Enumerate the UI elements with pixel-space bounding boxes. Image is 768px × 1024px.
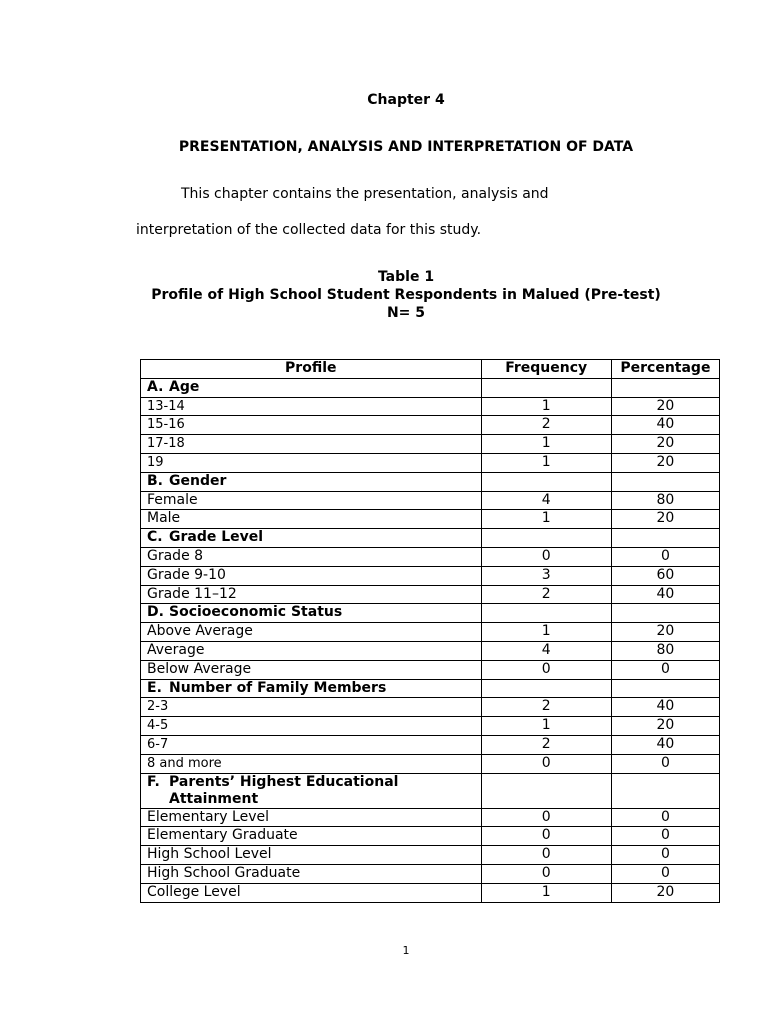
table-row [141, 660, 720, 679]
table-row [141, 641, 720, 660]
row-label: Elementary Level [141, 808, 482, 827]
section-name: Grade Level [169, 529, 264, 546]
section-heading [141, 773, 482, 808]
row-percentage: 20 [611, 510, 719, 529]
chapter-heading: Chapter 4 [367, 92, 445, 108]
table-row [141, 864, 720, 883]
table-sample-size: N= 5 [386, 305, 426, 321]
row-frequency: 1 [481, 435, 611, 454]
table-row [141, 623, 720, 642]
section-letter: A. [147, 378, 164, 395]
row-percentage: 40 [611, 585, 719, 604]
row-percentage: 40 [611, 698, 719, 717]
table-row [141, 717, 720, 736]
row-percentage: 20 [611, 623, 719, 642]
section-letter: F. [147, 773, 160, 790]
intro-line-1: This chapter contains the presentation, analysis and [181, 186, 549, 202]
row-percentage: 0 [611, 660, 719, 679]
table-row [141, 698, 720, 717]
profile-table [140, 359, 720, 903]
row-label: Male [141, 510, 482, 529]
table-label: Table 1 [377, 269, 435, 285]
row-percentage: 0 [611, 547, 719, 566]
row-frequency: 0 [481, 808, 611, 827]
table-body [141, 378, 720, 902]
row-frequency: 2 [481, 698, 611, 717]
header-frequency: Frequency [481, 360, 611, 379]
section-name: Socioeconomic Status [169, 604, 343, 621]
table-row [141, 416, 720, 435]
row-frequency: 0 [481, 864, 611, 883]
row-percentage: 60 [611, 566, 719, 585]
empty-cell [611, 679, 719, 698]
row-label: 17-18 [141, 435, 482, 454]
row-frequency: 4 [481, 491, 611, 510]
section-letter: E. [147, 679, 162, 696]
row-percentage: 40 [611, 735, 719, 754]
row-label: Grade 8 [141, 547, 482, 566]
section-heading [141, 472, 482, 491]
row-percentage: 80 [611, 641, 719, 660]
section-row [141, 472, 720, 491]
row-frequency: 2 [481, 416, 611, 435]
section-row [141, 679, 720, 698]
empty-cell [481, 529, 611, 548]
header-percentage: Percentage [611, 360, 719, 379]
row-label: Grade 11–12 [141, 585, 482, 604]
row-frequency: 1 [481, 623, 611, 642]
intro-line-2: interpretation of the collected data for this study. [136, 222, 482, 238]
row-percentage: 0 [611, 808, 719, 827]
row-frequency: 1 [481, 510, 611, 529]
row-frequency: 2 [481, 585, 611, 604]
section-letter: C. [147, 529, 163, 546]
row-frequency: 2 [481, 735, 611, 754]
row-percentage: 20 [611, 435, 719, 454]
empty-cell [611, 472, 719, 491]
row-frequency: 1 [481, 397, 611, 416]
table-row [141, 453, 720, 472]
row-percentage: 20 [611, 453, 719, 472]
table-row [141, 547, 720, 566]
row-label: High School Graduate [141, 864, 482, 883]
row-percentage: 0 [611, 846, 719, 865]
table-title: Profile of High School Student Respondents in Malued (Pre-test) [151, 287, 661, 303]
row-frequency: 0 [481, 547, 611, 566]
row-label: Average [141, 641, 482, 660]
empty-cell [481, 378, 611, 397]
section-name: Number of Family Members [169, 679, 387, 696]
row-label: 2-3 [141, 698, 482, 717]
row-percentage: 20 [611, 717, 719, 736]
empty-cell [481, 773, 611, 808]
table-row [141, 846, 720, 865]
table-row [141, 808, 720, 827]
section-letter: B. [147, 472, 163, 489]
row-label: Grade 9-10 [141, 566, 482, 585]
row-frequency: 1 [481, 453, 611, 472]
row-frequency: 4 [481, 641, 611, 660]
row-frequency: 1 [481, 883, 611, 902]
empty-cell [481, 472, 611, 491]
row-percentage: 0 [611, 754, 719, 773]
table-row [141, 735, 720, 754]
section-heading [141, 529, 482, 548]
row-percentage: 20 [611, 883, 719, 902]
section-name: Parents’ Highest Educational Attainment [169, 773, 399, 807]
empty-cell [611, 604, 719, 623]
section-row [141, 773, 720, 808]
row-label: 15-16 [141, 416, 482, 435]
table-header-row [141, 360, 720, 379]
table-caption [140, 268, 672, 322]
section-row [141, 378, 720, 397]
section-heading [141, 604, 482, 623]
row-label: 4-5 [141, 717, 482, 736]
section-letter: D. [147, 604, 164, 621]
table-row [141, 883, 720, 902]
page-number: 1 [402, 944, 410, 957]
row-label: Female [141, 491, 482, 510]
table-row [141, 435, 720, 454]
row-label: Above Average [141, 623, 482, 642]
table-row [141, 754, 720, 773]
table-row [141, 827, 720, 846]
empty-cell [481, 604, 611, 623]
row-label: 13-14 [141, 397, 482, 416]
section-heading [141, 378, 482, 397]
chapter-title: PRESENTATION, ANALYSIS AND INTERPRETATION OF DATA [178, 139, 634, 155]
empty-cell [611, 378, 719, 397]
row-label: 8 and more [141, 754, 482, 773]
section-row [141, 604, 720, 623]
section-name: Gender [169, 472, 227, 489]
row-percentage: 40 [611, 416, 719, 435]
section-row [141, 529, 720, 548]
row-label: Elementary Graduate [141, 827, 482, 846]
row-frequency: 3 [481, 566, 611, 585]
row-percentage: 0 [611, 864, 719, 883]
row-label: 6-7 [141, 735, 482, 754]
row-label: 19 [141, 453, 482, 472]
table-row [141, 510, 720, 529]
row-frequency: 1 [481, 717, 611, 736]
row-frequency: 0 [481, 660, 611, 679]
table-row [141, 585, 720, 604]
empty-cell [481, 679, 611, 698]
row-percentage: 20 [611, 397, 719, 416]
section-name: Age [169, 378, 200, 395]
table-row [141, 566, 720, 585]
row-frequency: 0 [481, 827, 611, 846]
empty-cell [611, 773, 719, 808]
row-label: Below Average [141, 660, 482, 679]
row-percentage: 0 [611, 827, 719, 846]
table-row [141, 397, 720, 416]
table-row [141, 491, 720, 510]
row-frequency: 0 [481, 846, 611, 865]
row-frequency: 0 [481, 754, 611, 773]
row-label: High School Level [141, 846, 482, 865]
row-label: College Level [141, 883, 482, 902]
row-percentage: 80 [611, 491, 719, 510]
header-profile: Profile [141, 360, 482, 379]
empty-cell [611, 529, 719, 548]
section-heading [141, 679, 482, 698]
